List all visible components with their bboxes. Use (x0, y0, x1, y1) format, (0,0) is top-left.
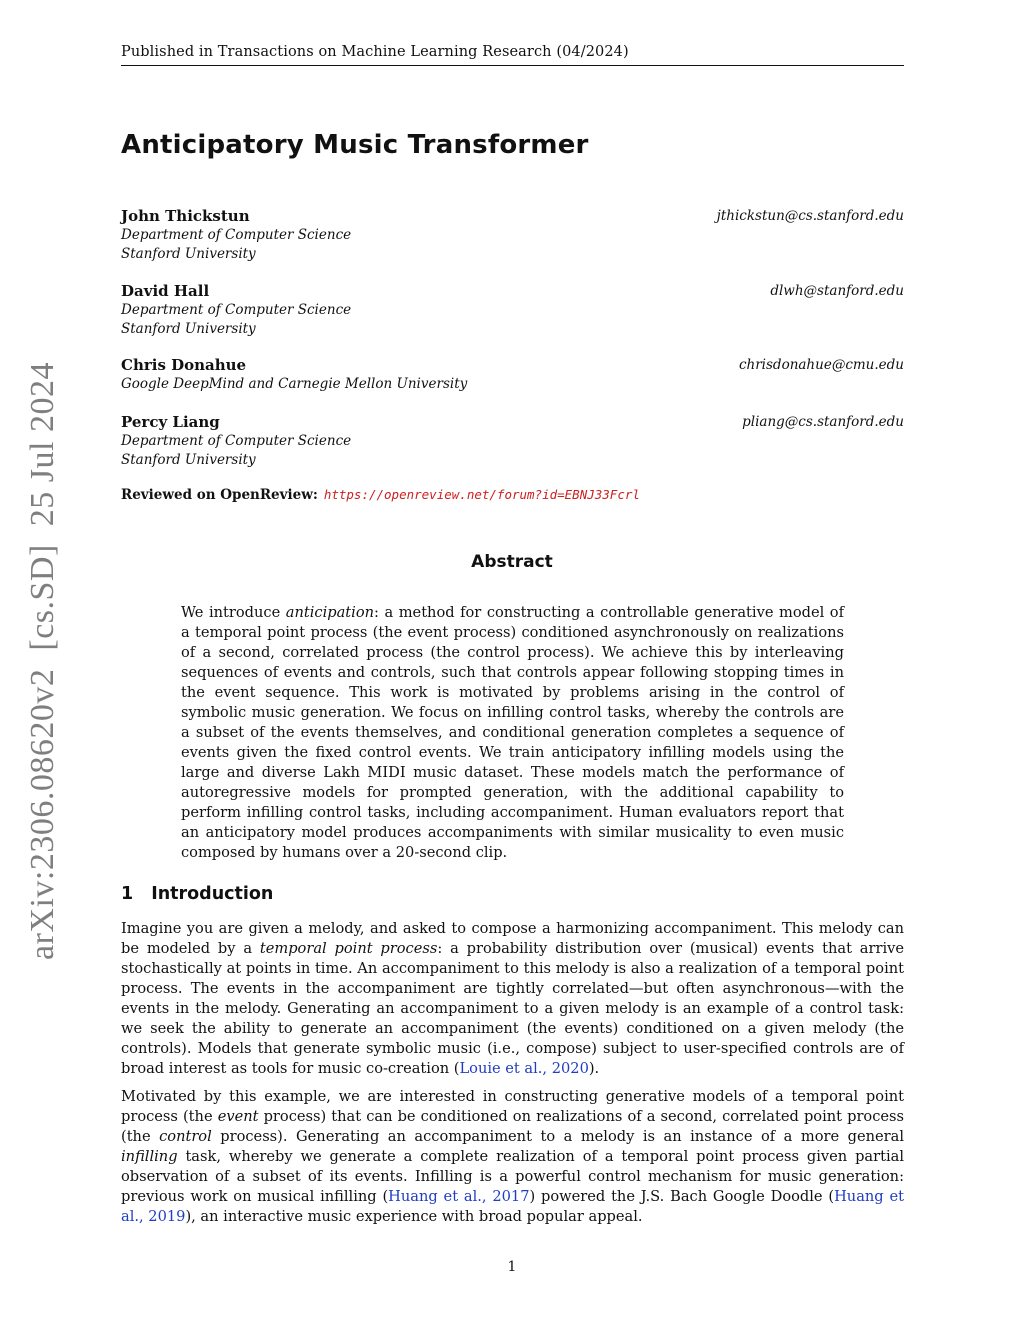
author-university: Stanford University (121, 451, 256, 468)
arxiv-category: [cs.SD] (24, 544, 61, 651)
author-email[interactable]: dlwh@stanford.edu (770, 283, 904, 299)
paper-title: Anticipatory Music Transformer (121, 130, 589, 160)
author-block (121, 413, 904, 469)
section-heading (121, 884, 273, 904)
emphasis: temporal point process (259, 940, 438, 957)
running-header: Published in Transactions on Machine Learning Research (04/2024) (121, 44, 629, 60)
text-run: process). Generating an accompaniment to a melody is an instance of a more general (211, 1128, 904, 1145)
author-university: Stanford University (121, 245, 256, 262)
abstract-body: : a method for constructing a controllable generative model of a temporal point process (the event process) conditioned asynchronously on realizations of a second, correlated process (the control process). We achieve this by interleaving sequences of events and controls, such that controls appear following stopping times in the event sequence. This work is motivated by problems arising in the control of symbolic music generation. We focus on infilling control tasks, whereby the controls are a subset of the events themselves, and conditional generation completes a sequence of events given the fixed control events. We train anticipatory infilling models using the large and diverse Lakh MIDI music dataset. These models match the performance of autoregressive models for prompted generation, with the additional capability to perform infilling control tasks, including accompaniment. Human evaluators report that an anticipatory model produces accompaniments with similar musicality to even music composed by humans over a 20-second clip. (181, 604, 844, 861)
author-block (121, 356, 904, 394)
text-run: ). (588, 1060, 600, 1077)
author-email[interactable]: chrisdonahue@cmu.edu (738, 357, 904, 373)
openreview-link[interactable]: https://openreview.net/forum?id=EBNJ33Fcrl (323, 487, 640, 502)
citation-link[interactable]: Louie et al., 2020 (459, 1060, 589, 1077)
author-block (121, 207, 904, 263)
text-run: Motivated by this example, we are interested in constructing generative models of a temporal point process (the (121, 1088, 904, 1125)
author-email[interactable]: pliang@cs.stanford.edu (742, 414, 904, 430)
page-number: 1 (507, 1259, 517, 1275)
citation-link[interactable]: Huang et al., 2017 (388, 1188, 530, 1205)
author-block (121, 282, 904, 338)
text-run: task, whereby we generate a complete realization of a temporal point process given partial observation of a subset of its events. Infilling is a powerful control mechanism for music generation: previous work on musical infilling ( (121, 1148, 904, 1205)
author-department: Department of Computer Science (121, 227, 352, 243)
abstract-text (181, 603, 844, 863)
section-title: Introduction (151, 884, 274, 904)
emphasis: event (217, 1108, 259, 1125)
abstract-intro: We introduce (181, 604, 286, 621)
header-rule (121, 65, 904, 66)
text-run: ) powered the J.S. Bach Google Doodle ( (529, 1188, 835, 1205)
author-affiliation: Google DeepMind and Carnegie Mellon University (121, 376, 468, 392)
section-number: 1 (121, 884, 134, 904)
intro-paragraph-1 (121, 919, 904, 1079)
author-name: Chris Donahue (121, 356, 247, 374)
author-email[interactable]: jthickstun@cs.stanford.edu (716, 208, 904, 224)
author-name: David Hall (121, 282, 210, 300)
arxiv-id: arXiv:2306.08620v2 (24, 668, 61, 960)
author-department: Department of Computer Science (121, 302, 352, 318)
author-department: Department of Computer Science (121, 433, 352, 449)
abstract-heading: Abstract (471, 552, 553, 572)
emphasis: control (159, 1128, 212, 1145)
text-run: Imagine you are given a melody, and asked to compose a harmonizing accompaniment. This melody can be modeled by a (121, 920, 904, 957)
arxiv-stamp (24, 344, 62, 960)
text-run: process) that can be conditioned on realizations of a second, correlated point process (the (121, 1108, 905, 1145)
author-university: Stanford University (121, 320, 256, 337)
intro-paragraph-2 (121, 1087, 904, 1227)
text-run: : a probability distribution over (musical) events that arrive stochastically at points in time. An accompaniment to this melody is also a realization of a temporal point process. The events in the accompaniment are tightly correlated—but often asynchronous—with the events in the melody. Generating an accompaniment to a given melody is an example of a control task: we seek the ability to generate an accompaniment (the events) conditioned on a given melody (the controls). Models that generate symbolic music (i.e., compose) subject to user-specified controls are of broad interest as tools for music co-creation ( (121, 940, 904, 1077)
emphasis: infilling (121, 1148, 178, 1165)
text-run: ), an interactive music experience with broad popular appeal. (185, 1208, 643, 1225)
reviewed-label: Reviewed on OpenReview: (121, 487, 318, 503)
author-name: John Thickstun (121, 207, 250, 225)
abstract-term: anticipation (285, 604, 375, 621)
citation-link[interactable]: Huang et al., 2019 (121, 1188, 904, 1225)
author-name: Percy Liang (121, 413, 220, 431)
arxiv-date: 25 Jul 2024 (24, 362, 61, 527)
reviewed-line (121, 487, 640, 503)
